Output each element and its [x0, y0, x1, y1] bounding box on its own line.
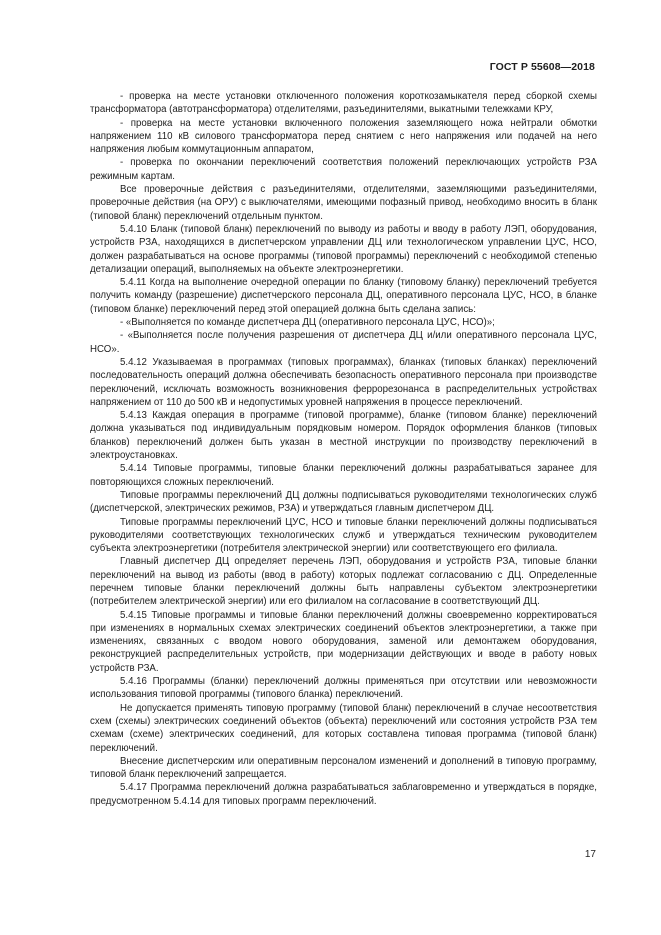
- paragraph: Типовые программы переключений ДЦ должны подписываться руководителями технологических служб (диспетчерской, электрических режимов, РЗА) и утверждаться главным диспетчером ДЦ.: [90, 489, 597, 515]
- paragraph: Все проверочные действия с разъединителями, отделителями, заземляющими разъединителями, проверочные действия (на ОРУ) с выключателями, имеющими пофазный привод, необходимо вносить в бланк (типовой бланк) переключений отдельным пунктом.: [90, 184, 597, 222]
- document-body: [90, 90, 597, 808]
- paragraph: 5.4.16 Программы (бланки) переключений должны применяться при отсутствии или невозможности использования типовой программы (типового бланка) переключений.: [90, 676, 597, 701]
- paragraph: 5.4.15 Типовые программы и типовые бланки переключений должны своевременно корректироваться при изменениях в нормальных схемах электрических соединений объектов электроэнергетики, а также при изменениях, связанных с вводом нового оборудования, заменой или демонтажем оборудования, реконструкцией распределительных устройств, при модернизации действующих и вводе в работу новых устройств РЗА.: [90, 609, 597, 674]
- paragraph: 5.4.11 Когда на выполнение очередной операции по бланку (типовому бланку) переключений требуется получить команду (разрешение) диспетчерского персонала ДЦ, оперативного персонала ЦУС, НСО, в бланке (типовом бланке) переключений перед этой операцией должна быть сделана запись:: [90, 277, 597, 315]
- paragraph: Типовые программы переключений ЦУС, НСО и типовые бланки переключений должны подписываться руководителями соответствующих технологических служб и утверждаться техническим руководителем субъекта электроэнергетики (потребителя электрической энергии) или соответствующего его филиала.: [90, 516, 597, 555]
- paragraph: - «Выполняется по команде диспетчера ДЦ (оперативного персонала ЦУС, НСО)»;: [120, 317, 495, 329]
- paragraph: Внесение диспетчерским или оперативным персоналом изменений и дополнений в типовую программу, типовой бланк переключений запрещается.: [90, 755, 597, 781]
- paragraph: Не допускается применять типовую программу (типовой бланк) переключений в случае несоответствия схем (схемы) электрических соединений объектов (объекта) переключений или состояния устройств РЗА тем схемам (схеме) электрических соединений, для которых составлена типовая программа (типовой бланк) переключений.: [90, 702, 597, 754]
- paragraph: - проверка на месте установки включенного положения заземляющего ножа нейтрали обмотки напряжением 110 кВ силового трансформатора перед снятием с него напряжения или подачей на него напряжения любым коммутационным аппаратом,: [90, 117, 597, 156]
- paragraph: Главный диспетчер ДЦ определяет перечень ЛЭП, оборудования и устройств РЗА, типовые бланки переключений на вывод из работы (ввод в работу) которых подлежат согласованию с ДЦ. Определенные перечнем типовые бланки переключений должны быть направлены субъектом электроэнергетики (потребителем электрической энергии) или его филиалом на согласование в соответствующий ДЦ.: [90, 556, 597, 608]
- paragraph: - проверка по окончании переключений соответствия положений переключающих устройств РЗА режимным картам.: [90, 157, 597, 182]
- paragraph: 5.4.12 Указываемая в программах (типовых программах), бланках (типовых бланках) переключений последовательность операций должна обеспечивать безопасность оперативного персонала при производстве переключений, исключать возможность возникновения феррорезонанса в распределительных устройствах напряжением от 110 до 500 кВ и недопустимых уровней напряжения в процессе переключений.: [90, 356, 597, 408]
- paragraph: - проверка на месте установки отключенного положения короткозамыкателя перед сборкой схемы трансформатора (автотрансформатора) отделителями, разъединителями, выкатными тележками КРУ,: [90, 91, 597, 116]
- paragraph: 5.4.14 Типовые программы, типовые бланки переключений должны разрабатываться заранее для повторяющихся сложных переключений.: [90, 463, 597, 488]
- paragraph: 5.4.10 Бланк (типовой бланк) переключений по выводу из работы и вводу в работу ЛЭП, оборудования, устройств РЗА, находящихся в диспетчерском управлении ДЦ или технологическом управлении ЦУС, НСО, должен разрабатываться на основе программы (типовой программы) переключений с необходимой степенью детализации операций, выполняемых на объекте электроэнергетики.: [90, 223, 597, 275]
- document-header-standard: ГОСТ Р 55608—2018: [489, 61, 595, 73]
- paragraph: - «Выполняется после получения разрешения от диспетчера ДЦ и/или оперативного персонала ЦУС, НСО».: [90, 330, 597, 355]
- paragraph: 5.4.13 Каждая операция в программе (типовой программе), бланке (типовом бланке) переключений должна указываться под индивидуальным порядковым номером. Порядок оформления бланков (типовых бланков) переключений должен быть указан в местной инструкции по производству переключений в электроустановках.: [90, 410, 597, 462]
- page-number: 17: [584, 849, 596, 860]
- paragraph: 5.4.17 Программа переключений должна разрабатываться заблаговременно и утверждаться в порядке, предусмотренном 5.4.14 для типовых программ переключений.: [90, 782, 597, 807]
